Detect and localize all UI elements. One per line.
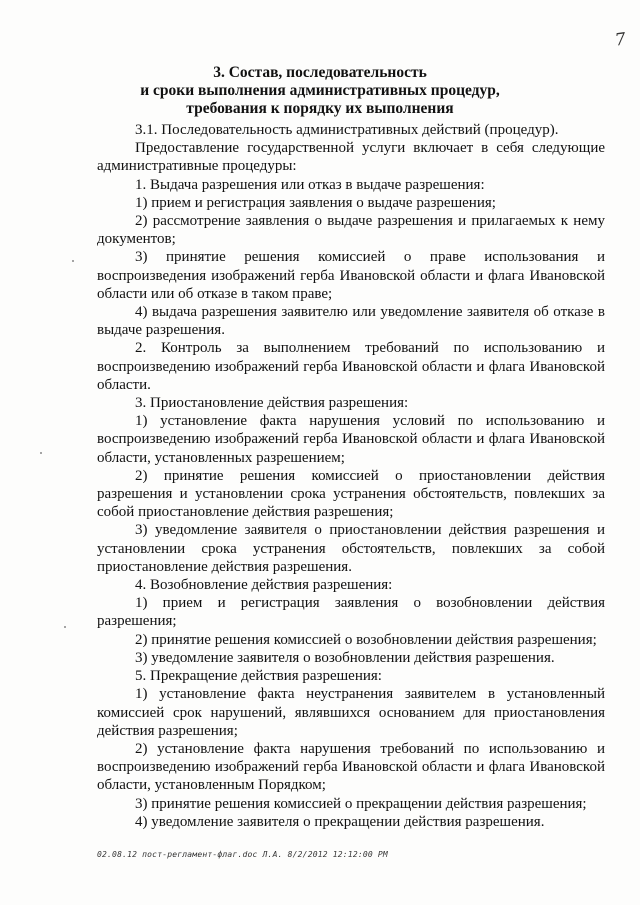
heading-line-2: и сроки выполнения административных процедур, [140,82,500,99]
paragraph-item-1-2: 2) рассмотрение заявления о выдаче разрешения и прилагаемых к нему документов; [97,213,605,248]
paragraph-item-5-2: 2) установление факта нарушения требований по использованию и воспроизведению изображений герба Ивановской области и флага Ивановской области, установленным Порядком; [97,740,605,794]
section-heading [0,64,640,118]
document-body [97,121,605,831]
heading-line-3: требования к порядку их выполнения [186,100,454,117]
file-footer: 02.08.12 пост-регламент-флаг.doc Л.А. 8/2/2012 12:12:00 PM [97,850,388,859]
paragraph-item-3-1: 1) установление факта нарушения условий по использованию и воспроизведению изображений герба Ивановской области и флага Ивановской области, установленных разрешением; [97,413,605,466]
paragraph-item-4-2: 2) принятие решения комиссией о возобновлении действия разрешения; [135,631,597,648]
paragraph-item-4: 4. Возобновление действия разрешения: [135,577,393,594]
paragraph-item-2: 2. Контроль за выполнением требований по использованию и воспроизведению изображений герба Ивановской области и флага Ивановской области. [97,340,605,393]
paragraph-item-5: 5. Прекращение действия разрешения: [135,668,382,685]
paragraph-item-4-3: 3) уведомление заявителя о возобновлении действия разрешения. [135,649,555,666]
paragraph-item-1: 1. Выдача разрешения или отказ в выдаче разрешения: [135,176,485,193]
paragraph-item-4-1: 1) прием и регистрация заявления о возобновлении действия разрешения; [97,595,605,630]
handwritten-page-number: 7 [613,29,628,51]
scan-speck [40,452,42,454]
paragraph-3-1: 3.1. Последовательность административных действий (процедур). [135,122,559,138]
heading-line-1: 3. Состав, последовательность [213,64,427,81]
paragraph-item-5-1: 1) установление факта неустранения заявителем в установленный комиссией срок нарушений, являвшихся основанием для приостановления действия разрешения; [97,686,605,739]
paragraph-item-3-2: 2) принятие решения комиссией о приостановлении действия разрешения и установлении срока устранения обстоятельств, повлекших за собой приостановление действия разрешения; [97,467,605,521]
paragraph-item-3: 3. Приостановление действия разрешения: [135,395,409,412]
scan-speck [64,626,66,628]
paragraph-item-1-1: 1) прием и регистрация заявления о выдаче разрешения; [135,194,496,211]
paragraph-item-3-3: 3) уведомление заявителя о приостановлении действия разрешения и установлении срока устранения обстоятельств, повлекших за собой приостановление действия разрешения. [97,522,605,575]
paragraph-item-1-4: 4) выдача разрешения заявителю или уведомление заявителя об отказе в выдаче разрешения. [97,304,605,339]
paragraph-item-5-3: 3) принятие решения комиссией о прекращении действия разрешения; [135,795,587,812]
paragraph-intro: Предоставление государственной услуги включает в себя следующие административные процедуры: [97,140,605,175]
scan-speck [72,260,74,262]
paragraph-item-5-4: 4) уведомление заявителя о прекращении действия разрешения. [135,813,545,830]
paragraph-item-1-3: 3) принятие решения комиссией о праве использования и воспроизведения изображений герба Ивановской области и флага Ивановской области или об отказе в таком праве; [97,249,605,302]
